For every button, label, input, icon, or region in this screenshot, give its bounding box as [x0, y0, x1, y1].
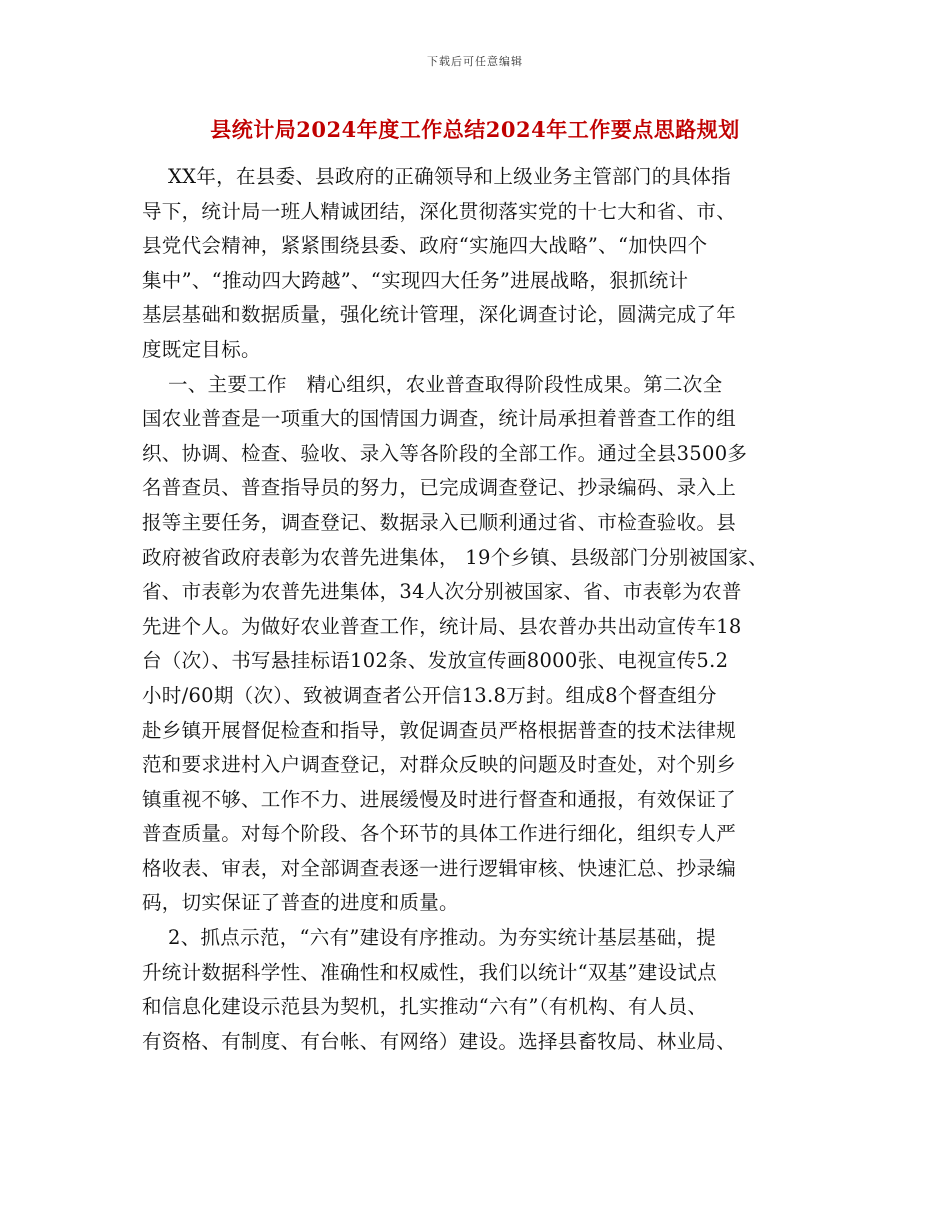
body-line: 码，切实保证了普查的进度和质量。: [142, 891, 459, 915]
document-body: [142, 160, 842, 1059]
body-line: 2、抓点示范，“六有”建设有序推动。为夯实统计基层基础，提: [142, 926, 717, 950]
body-line: 台（次）、书写悬挂标语102条、发放宣传画8000张、电视宣传5.2: [142, 649, 729, 673]
body-line: 有资格、有制度、有台帐、有网络）建设。选择县畜牧局、林业局、: [142, 1029, 737, 1053]
body-line: 基层基础和数据质量，强化统计管理，深化调查讨论，圆满完成了年: [142, 303, 737, 327]
body-line: 赴乡镇开展督促检查和指导，敦促调查员严格根据普查的技术法律规: [142, 718, 737, 742]
body-line: 集中”、“推动四大跨越”、“实现四大任务”进展战略，狠抓统计: [142, 268, 689, 292]
body-line: 省、市表彰为农普先进集体，34人次分别被国家、省、市表彰为农普: [142, 580, 742, 604]
body-line: 报等主要任务，调查登记、数据录入已顺利通过省、市检查验收。县: [142, 510, 737, 534]
body-line: 范和要求进村入户调查登记，对群众反映的问题及时查处，对个别乡: [142, 753, 737, 777]
document-title: 县统计局2024年度工作总结2024年工作要点思路规划: [210, 117, 740, 142]
body-line: 小时/60期（次）、致被调查者公开信13.8万封。组成8个督查组分: [142, 683, 717, 707]
body-line: 先进个人。为做好农业普查工作，统计局、县农普办共出动宣传车18: [142, 614, 742, 638]
body-line: 升统计数据科学性、准确性和权威性，我们以统计“双基”建设试点: [142, 960, 717, 984]
page-header-note: 下载后可任意编辑: [427, 55, 523, 68]
body-line: 镇重视不够、工作不力、进展缓慢及时进行督查和通报，有效保证了: [142, 787, 737, 811]
body-line: XX年，在县委、县政府的正确领导和上级业务主管部门的具体指: [142, 165, 731, 188]
body-line: 织、协调、检查、验收、录入等各阶段的全部工作。通过全县3500多: [142, 441, 748, 465]
body-line: 名普查员、普查指导员的努力，已完成调查登记、抄录编码、录入上: [142, 476, 737, 500]
body-line: 国农业普查是一项重大的国情国力调查，统计局承担着普查工作的组: [142, 407, 737, 431]
body-line: 普查质量。对每个阶段、各个环节的具体工作进行细化，组织专人严: [142, 822, 737, 846]
body-line: 县党代会精神，紧紧围绕县委、政府“实施四大战略”、“加快四个: [142, 234, 708, 258]
body-line: 度既定目标。: [142, 337, 261, 361]
body-line: 政府被省政府表彰为农普先进集体， 19个乡镇、县级部门分别被国家、: [142, 545, 768, 569]
body-line: 和信息化建设示范县为契机，扎实推动“六有”（有机构、有人员、: [142, 995, 708, 1019]
body-line: 格收表、审表，对全部调查表逐一进行逻辑审核、快速汇总、抄录编: [142, 856, 737, 880]
body-line: 导下，统计局一班人精诚团结，深化贯彻落实党的十七大和省、市、: [142, 199, 737, 223]
body-line: 一、主要工作 精心组织，农业普查取得阶段性成果。第二次全: [142, 372, 723, 396]
